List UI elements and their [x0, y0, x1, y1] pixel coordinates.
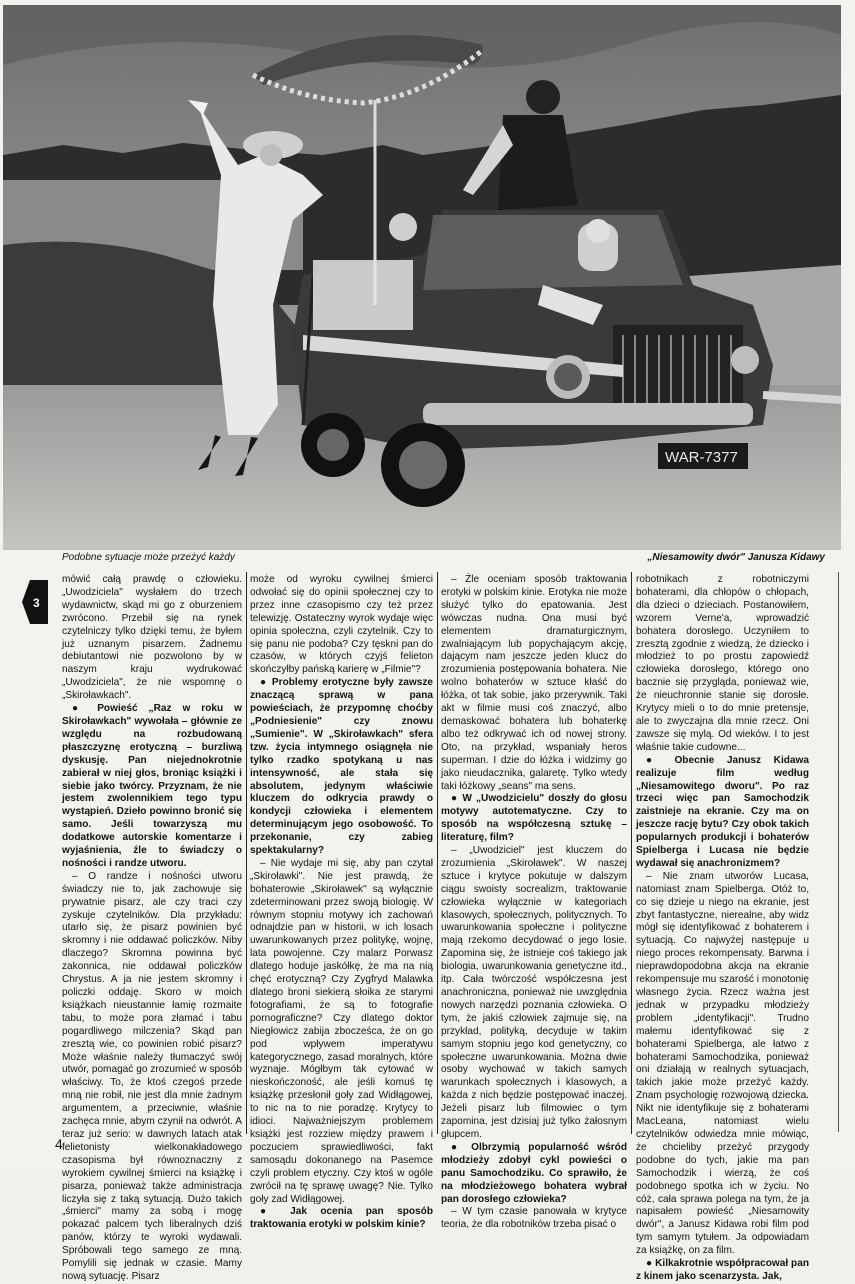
photo-illustration	[3, 5, 841, 550]
photo-caption-right: „Niesamowity dwór" Janusza Kidawy	[647, 552, 825, 563]
interviewer-question: ● Kilkakrotnie współpracował pan z kinem jako scenarzysta. Jak,	[636, 1258, 809, 1282]
page-frame-right	[838, 572, 839, 1132]
article-paragraph: może od wyroku cywilnej śmierci odwołać się do opinii społecznej czy to przez inne czasopismo czy też przez telewizję. Ostateczny wyrok wydaje więc opinia społeczna, czyli czytelnik. Czy to się panu nie podoba? Czy tęskni pan do czasów, w których czyjś felieton skończyłby pańską karierę w „Filmie"?	[250, 574, 433, 676]
photo-caption-left: Podobne sytuacje może przeżyć każdy	[62, 552, 235, 563]
article-column-3	[441, 574, 627, 1231]
interviewer-question: ● Powieść „Raz w roku w Skiroławkach" wywołała – głównie ze względu na rozbudowaną płaszczyznę erotyczną – burzliwą dyskusję. Pan niejednokrotnie zabierał w niej głos, broniąc książki i siebie jako twórcy. Przyznam, że nie jestem zwolennikiem tego typu wystąpień. Dzieło powinno bronić się samo. Jeśli towarzyszą mu dodatkowe autorskie komentarze i wyjaśnienia, źle to świadczy o nośności i randze utworu.	[62, 703, 242, 869]
article-paragraph: – Nie wydaje mi się, aby pan czytał „Skiroławki". Nie jest prawdą, że bohaterowie „Skiroławek" są wyłącznie zdeterminowani przez swoją biologię. W równym stopniu motywy ich zachowań odnajdzie pan w historii, w ich losach uwarunkowanych przez politykę, wojnę, lata powojenne. Czy malarz Porwasz dlatego hoduje jaskółkę, że ma na nią chęć erotyczną? Czy Zygfryd Malawka dlatego broni siekierą słoika ze starymi fotografiami, że są to fotografie pornograficzne? Czy dlatego doktor Niegłowicz zabija zbocześca, że on go pod wpływem imperatywu kategorycznego, zasad moralnych, które wyznaje. Mógłbym tak cytować w nieskończoność, ale jeśli komuś tę książkę przesłonił goły zad Widłągowej, to nic na to nie poradzę. Krytycy to idioci. Najważniejszym problemem książki jest rozziew między prawem i poczuciem sprawiedliwości, fakt samosądu dokonanego na Pasemce czyli problem etyczny. Czy ktoś w ogóle zwrócił na tę sprawę uwagę? Nie. Tylko goły zad Widłągowej.	[250, 857, 433, 1205]
interviewer-question: ● Olbrzymią popularność wśród młodzieży zdobył cykl powieści o panu Samochodziku. Co sprawiło, że na młodzieżowego bohatera wybrał pan dorosłego człowieka?	[441, 1141, 627, 1205]
column-divider	[437, 572, 438, 1134]
article-column-4	[636, 574, 809, 1282]
article-paragraph: – W tym czasie panowała w krytyce teoria, że dla robotników trzeba pisać o	[441, 1206, 627, 1231]
section-marker-number: 3	[33, 596, 40, 610]
article-paragraph: mówić całą prawdę o człowieku. „Uwodziciela" wysłałem do trzech wydawnictw, skąd mi go z oburzeniem zwrócono. Przebił się na rynek czytelniczy tylko dzięki temu, że byłem już uznanym pisarzem. Żadnemu debiutantowi nie pozwolono by w naszym kraju wydrukować „Uwodziciela", że nie wspomnę o „Skiroławkach".	[62, 574, 242, 702]
interviewer-question: ● Problemy erotyczne były zawsze znaczącą sprawą w pana powieściach, że przypomnę choćby „Podniesienie" czy znowu „Sumienie". W „Skiroławkach" sfera tzw. życia intymnego osiągnęła nie tylko rzadko spotykaną u nas intensywność, ale stała się absolutem, jedynym właściwie kluczem do odkrycia prawdy o kondycji człowieka i elementem determinującym jego osobowość. To przekonanie, czy zabieg spektakularny?	[250, 677, 433, 857]
interviewer-question: ● W „Uwodzicielu" doszły do głosu motywy autotematyczne. Czy to sposób na współczesną sztukę – literaturę, film?	[441, 793, 627, 844]
film-still-photo	[3, 5, 841, 550]
driver-figure	[578, 219, 618, 271]
article-paragraph: – Nie znam utworów Lucasa, natomiast znam Spielberga. Otóż to, co się dzieje u niego na ekranie, jest zbyt fantastyczne, nierealne, aby widz mógł się identyfikować z bohaterem i sytuacją. Co najwyżej następuje u niego proces rekompensaty. Barwna i nieprawdopodobna akcja na ekranie rekompensuje mu szarość i monotonię własnego życia. Rzecz ważna jest jednak w przypadku młodzieży problem „identyfikacji". Trudno małemu identyfikować się z bohaterami Spielberga, ale łatwo z bohaterami Samochodzika, ponieważ oni działają w realnych sytuacjach, takich jakie może przeżyć każdy. Znam psychologię rozwojową dziecka. Nikt nie identyfikuje się z bohaterami MacLeana, natomiast wielu czytelników odwiedza mnie mówiąc, że chcieliby przeżyć przygody podobne do tych, jakie ma pan Samochodzik i wierzą, że coś podobnego spotka ich w życiu. No cóż, cała sprawa polega na tym, że ja napisałem powieść „Niesamowity dwór", a Janusz Kidawa robi film pod tym samym tytułem. Ja odpowiadam za książkę, on za film.	[636, 870, 809, 1257]
interviewer-question: ● Jak ocenia pan sposób traktowania erotyki w polskim kinie?	[250, 1206, 433, 1231]
article-paragraph: – „Uwodziciel" jest kluczem do zrozumienia „Skiroławek". W naszej sztuce i krytyce pokutuje w dalszym ciągu swoisty socrealizm, traktowanie człowieka wyłącznie w kategoriach klasowych, społecznych, politycznych. To uwarunkowania społeczne i polityczne mają rzekomo decydować o jego losie. Zapomina się, że istnieje coś takiego jak biologia, uwarunkowania genetyczne itd., itp. Cała twórczość współczesna jest anachroniczna, ponieważ nie uwzględnia nowych narzędzi poznania człowieka. O tym, że jakiś człowiek zajmuje się, na przykład, polityką, decyduje w takim samym stopniu jego kod genetyczny, co społeczne uwarunkowania. Można dwie osoby wychować w takich samych warunkach społecznych i klasowych, a każda z nich będzie postępować inaczej. Jeżeli pisarz lub filmowiec o tym zapomina, jest dzisiaj już tylko żałosnym głupcem.	[441, 845, 627, 1140]
article-column-2	[250, 574, 433, 1231]
article-paragraph: – O randze i nośności utworu świadczy nie to, jak zachowuje się prywatnie pisarz, ale czy traci czy zyskuje czytelników. Dla przykładu: utarło się, że pisarz powinien być skromny i nie oddawać policzków. Niby dlaczego? Skromna powinna być zakonnica, nie oddawał policzków Chrystus. A ja nie jestem skromny i policzki oddaję. Skoro w moich książkach nieustannie łamię rozmaite tabu, to może pora złamać i tabu pogardliwego milczenia? Skąd pan zresztą wie, co powinien robić pisarz? Może właśnie należy tłumaczyć swój utwór, pomagać go zrozumieć w sposób właściwy. To, że ktoś czegoś przede mną nie robił, nie jest dla mnie żadnym argumentem, a przeciwnie, właśnie zachęca mnie, abym czynił na odwrót. A teraz już serio: w dawnych latach atak felietonisty wielkonakładowego czasopisma był równoznaczny z wyrokiem cywilnej śmierci na książkę i pisarza, ponieważ także administracja liczyła się z taką sytuacją. Dużo takich „śmierci" mamy za sobą i mogę pokazać palcem tych liberalnych dziś panów, którzy te wyroki wydawali. Spróbowali tego samego ze mną. Pomylili się jednak w czasie. Mamy nową sytuację. Pisarz	[62, 870, 242, 1282]
column-divider	[631, 572, 632, 1134]
article-paragraph: – Źle oceniam sposób traktowania erotyki w polskim kinie. Erotyka nie może służyć tylko do epatowania. Jest wówczas nudna. Ona musi być elementem dramaturgicznym, zwalniającym lub popychającym akcję, dającym nam jeszcze jeden klucz do zrozumienia postępowania bohatera. Nie wolno bohaterów w sztuce kłaść do łóżka, ot tak sobie, jako przerywnik. Taki akt w filmie musi coś znaczyć, albo demaskować bohatera lub bohaterkę albo też odkrywać ich od nowej strony. Oto, na przykład, wspaniały heros superman. I dzie do łóżka i widzimy go jako nieudacznika, galaretę. Tylko wtedy taki łóżkowy „seans" ma sens.	[441, 574, 627, 792]
license-plate-text: WAR-7377	[665, 449, 738, 466]
column-divider	[246, 572, 247, 1134]
article-paragraph: robotnikach z robotniczymi bohaterami, dla chłopów o chłopach, dla dzieci o dzieciach. Postanowiłem, wzorem Verne'a, wprowadzić bohatera dorosłego. Uczyniłem to zresztą zgodnie z wiedzą, że dziecko i młodzież to po prostu zapowiedź człowieka dorosłego, którego ono bacznie się przygląda, ponieważ wie, że nieuchronnie stanie się dorosłe. Krytycy mieli o to do mnie pretensje, ale to zwyczajna dla mnie rzecz. Oni zawsze się mylą. Od wieków. I to jest właśnie takie cudowne...	[636, 574, 809, 753]
article-column-1	[62, 574, 242, 1282]
section-marker-badge	[22, 580, 48, 624]
page-number: 4	[55, 1136, 63, 1152]
interviewer-question: ● Obecnie Janusz Kidawa realizuje film według „Niesamowitego dworu". Po raz trzeci więc pan Samochodzik zaistnieje na ekranie. Czy ma on jeszcze rację bytu? Czy obok takich popularnych produkcji i bohaterów Spielberga i Lucasa nie będzie wydawał się anachronizmem?	[636, 754, 809, 869]
